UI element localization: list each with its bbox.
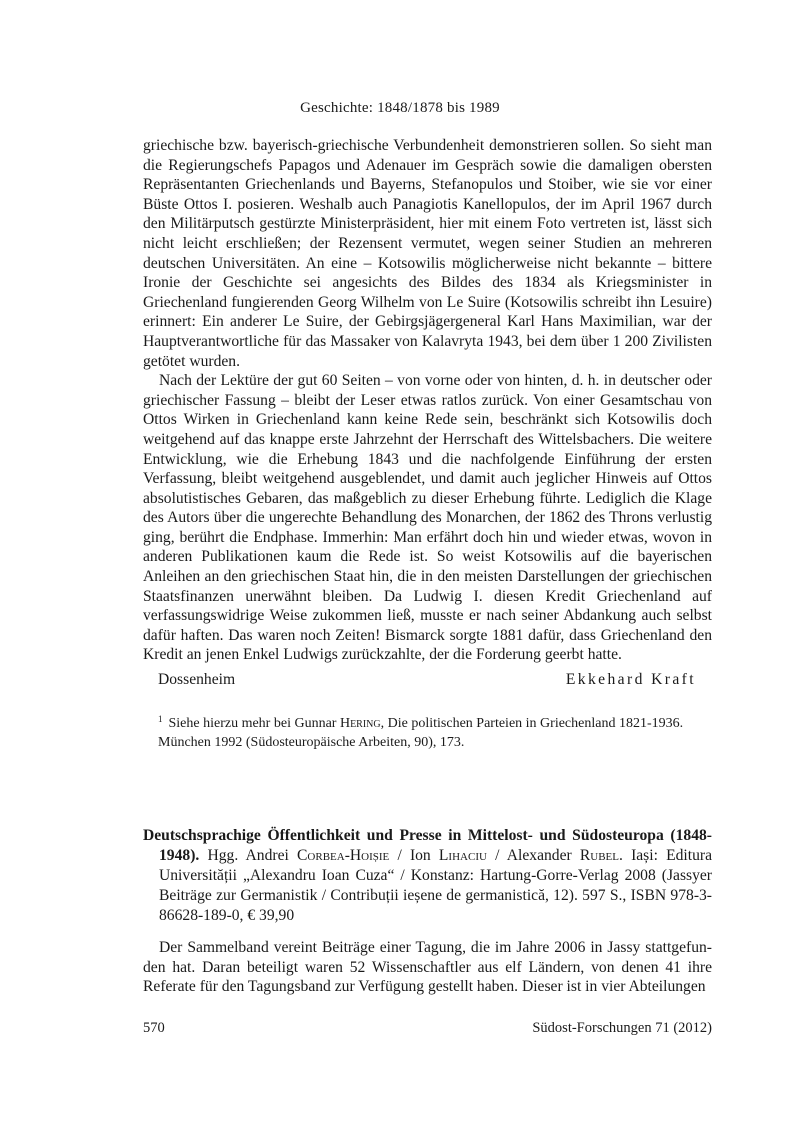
page-number: 570 [143,1020,165,1036]
body-paragraph: Nach der Lektüre der gut 60 Seiten – von vorne oder von hinten, d. h. in deutscher oder griechischer Fassung – bleibt der Leser etwas ratlos zurück. Von einer Gesamtschau von Ottos Wirken in Griechenland kann keine Rede sein, beschränkt sich Kotsowilis doch weitgehend auf das knappe erste Jahrzehnt der Herrschaft des Wittelsbachers. Die weitere Entwicklung, wie die Erhebung 1843 und die nachfolgende Einführung der ersten Verfassung, bleibt weitgehend ausgeblendet, und damit auch jeglicher Hinweis auf Ottos absolutistisches Gebaren, das maßgeblich zu dieser Erhebung führte. Lediglich die Klage des Autors über die ungerechte Behandlung des Monarchen, der 1862 des Throns verlustig ging, berührt die Endphase. Immerhin: Man erfährt doch hin und wieder etwas, wovon in anderen Publikationen kaum die Rede ist. So weist Kotsowilis auf die bayerischen Anleihen an den griechischen Staat hin, die in den meisten Darstellungen der griechischen Staatsfinanzen unerwähnt bleiben. Da Ludwig I. diesen Kredit Griechenland auf verfassungswidrige Weise zukommen ließ, musste er nach seiner Abdankung auch selbst dafür haften. Das waren noch Zeiten! Bismarck sorgte 1881 dafür, dass Griechenland den Kredit an jenen Enkel Ludwigs zurückzahlte, der die Forderung geerbt hatte. [143,372,712,664]
review-text [143,938,712,997]
book-title: Deutschsprachige Öffentlichkeit und Presse in Mittelost- und Südosteuropa (1848-1948). [143,827,712,864]
footnote [158,710,713,752]
signature-author: Ekkehard Kraft [565,671,696,688]
review-signature [158,671,696,689]
review-heading [143,826,712,926]
signature-place: Dossenheim [158,671,236,688]
editor-name: Lihaciu [438,847,487,864]
editor-name: Corbea-Hoișie [297,847,390,864]
body-paragraph: Der Sammelband vereint Beiträge einer Tagung, die im Jahre 2006 in Jassy stattgefunden hat. Daran beteiligt waren 52 Wissenschaftler aus elf Ländern, von denen 41 ihre Referate für den Tagungsband zur Verfügung gestellt haben. Dieser ist in vier Abteilungen [143,939,712,996]
journal-citation: Südost-Forschungen 71 (2012) [532,1020,712,1036]
running-head: Geschichte: 1848/1878 bis 1989 [300,100,500,116]
footnote-author-rest: ering [350,716,381,731]
body-paragraph: griechische bzw. bayerisch-griechische Verbundenheit demonstrieren sollen. So sieht man die Regierungschefs Papagos und Adenauer im Gespräch sowie die damaligen obersten Repräsentanten Griechenlands und Bayerns, Stefanopulos und Stoiber, wie sie vor einer Büste Ottos I. posieren. Weshalb auch Panagiotis Kanellopulos, der im April 1967 durch den Militärputsch gestürzte Ministerpräsident, hier mit einem Foto vertreten ist, lässt sich nicht leicht erschließen; der Rezensent vermutet, wegen seiner Studien an mehreren deutschen Universitäten. An eine – Kotsowilis möglicherweise nicht bekannte – bittere Ironie der Geschichte sei angesichts des Bildes des 1834 als Kriegsminister in Griechenland fungierenden Georg Wilhelm von Le Suire (Kotsowilis schreibt ihn Lesuire) erinnert: Ein anderer Le Suire, der Gebirgsjägergeneral Karl Hans Maximilian, war der Hauptverantwortliche für das Massaker von Kalavryta 1943, bei dem über 1 200 Zivilisten getötet wurden. [143,137,712,370]
footnote-author-initial: H [339,716,351,731]
book-publication-info: . Iași: Editura Universității „Alexandru Ioan Cuza“ / Konstanz: Hartung-Gorre-Verlag 2008 (Jassyer Beiträge zur Germanistik / Contribuții ieșene de germanistică, 12). 597 S., ISBN 978-3-86628-189-0, € 39,90 [159,847,712,924]
page-footer [143,1020,712,1037]
review-text-continued [143,136,712,665]
footnote-marker: 1 [158,714,163,724]
footnote-text: Siehe hierzu mehr bei Gunnar [168,716,340,731]
editor-separator: / Alexander [486,847,580,864]
editors-prefix: Hgg. Andrei [207,847,298,864]
footnote-text-rest: , Die politischen Parteien in Griechenland 1821-1936. München 1992 (Südosteuropäische Arbeiten, 90), 173. [158,716,684,750]
editor-name: Rubel [579,847,619,864]
editor-separator: / Ion [389,847,439,864]
